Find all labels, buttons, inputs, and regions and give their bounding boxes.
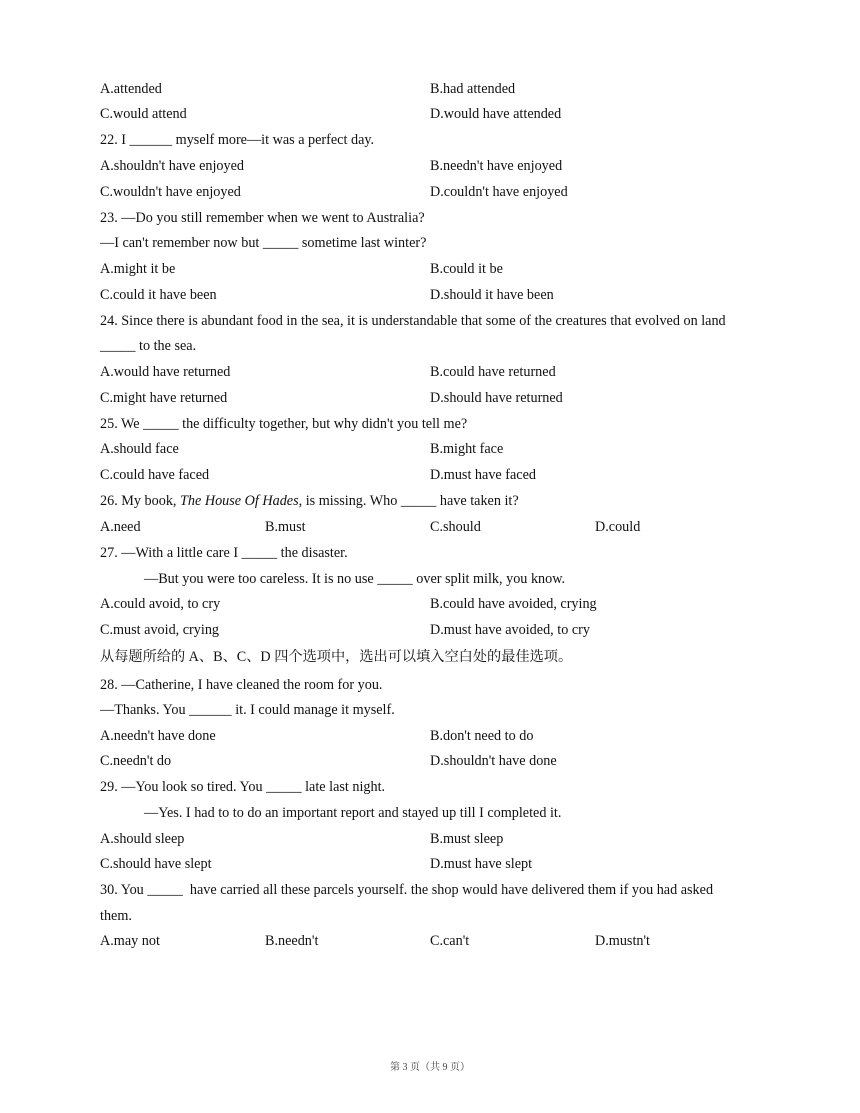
q26-book-title: The House Of Hades — [180, 493, 299, 509]
q27-option-b: B.could have avoided, crying — [430, 596, 597, 612]
q23-stem: 23. —Do you still remember when we went to Australia? — [100, 210, 425, 226]
q24-stem-continued: _____ to the sea. — [100, 338, 197, 354]
q30-option-b: B.needn't — [265, 933, 319, 949]
q24-option-b: B.could have returned — [430, 364, 556, 380]
q28-option-d: D.shouldn't have done — [430, 753, 557, 769]
q28-option-a: A.needn't have done — [100, 728, 216, 744]
q26-stem-start: 26. My book, — [100, 493, 181, 509]
q25-option-d: D.must have faced — [430, 467, 536, 483]
q29-option-d: D.must have slept — [430, 856, 533, 872]
q23-stem-reply: —I can't remember now but _____ sometime last winter? — [100, 235, 427, 251]
q23-option-d: D.should it have been — [430, 287, 554, 303]
q25-stem: 25. We _____ the difficulty together, but why didn't you tell me? — [100, 416, 468, 432]
q27-option-c: C.must avoid, crying — [100, 622, 220, 638]
q28-stem: 28. —Catherine, I have cleaned the room for you. — [100, 677, 383, 693]
q24-option-d: D.should have returned — [430, 390, 563, 406]
q29-option-c: C.should have slept — [100, 856, 212, 872]
q30-stem: 30. You _____ have carried all these parcels yourself. the shop would have delivered them if you had asked — [100, 882, 714, 898]
q29-stem: 29. —You look so tired. You _____ late last night. — [100, 779, 386, 795]
q22-option-c: C.wouldn't have enjoyed — [100, 184, 241, 200]
q26-option-b: B.must — [265, 519, 306, 535]
q25-option-b: B.might face — [430, 441, 504, 457]
section-instruction: 从每题所给的 A、B、C、D 四个选项中，选出可以填入空白处的最佳选项。 — [100, 649, 573, 665]
q25-option-a: A.should face — [100, 441, 179, 457]
q27-stem-reply: —But you were too careless. It is no use _____ over split milk, you know. — [144, 571, 566, 587]
q30-option-c: C.can't — [430, 933, 470, 949]
q26-stem-end: , is missing. Who _____ have taken it? — [298, 493, 519, 509]
q27-option-d: D.must have avoided, to cry — [430, 622, 590, 638]
q21-option-c: C.would attend — [100, 106, 187, 122]
q22-stem: 22. I ______ myself more—it was a perfect day. — [100, 132, 375, 148]
q28-option-b: B.don't need to do — [430, 728, 534, 744]
q22-option-d: D.couldn't have enjoyed — [430, 184, 568, 200]
q25-option-c: C.could have faced — [100, 467, 210, 483]
q21-option-a: A.attended — [100, 81, 162, 97]
q21-option-b: B.had attended — [430, 81, 516, 97]
q28-stem-reply: —Thanks. You ______ it. I could manage it myself. — [100, 702, 395, 718]
q22-option-b: B.needn't have enjoyed — [430, 158, 563, 174]
q23-option-c: C.could it have been — [100, 287, 217, 303]
q23-option-a: A.might it be — [100, 261, 176, 277]
q24-option-a: A.would have returned — [100, 364, 231, 380]
q27-option-a: A.could avoid, to cry — [100, 596, 221, 612]
q26-option-d: D.could — [595, 519, 641, 535]
q23-option-b: B.could it be — [430, 261, 503, 277]
q29-option-b: B.must sleep — [430, 831, 504, 847]
q21-option-d: D.would have attended — [430, 106, 562, 122]
q30-option-d: D.mustn't — [595, 933, 650, 949]
q29-stem-reply: —Yes. I had to to do an important report and stayed up till I completed it. — [144, 805, 562, 821]
page-footer: 第 3 页（共 9 页） — [390, 1062, 470, 1073]
q22-option-a: A.shouldn't have enjoyed — [100, 158, 245, 174]
q27-stem: 27. —With a little care I _____ the disaster. — [100, 545, 348, 561]
q24-option-c: C.might have returned — [100, 390, 228, 406]
q29-option-a: A.should sleep — [100, 831, 185, 847]
q30-stem-continued: them. — [100, 908, 132, 924]
q26-stem — [100, 492, 519, 510]
q26-option-c: C.should — [430, 519, 481, 535]
q30-option-a: A.may not — [100, 933, 160, 949]
q26-option-a: A.need — [100, 519, 141, 535]
q28-option-c: C.needn't do — [100, 753, 172, 769]
q24-stem: 24. Since there is abundant food in the sea, it is understandable that some of the creatures that evolved on land — [100, 313, 726, 329]
